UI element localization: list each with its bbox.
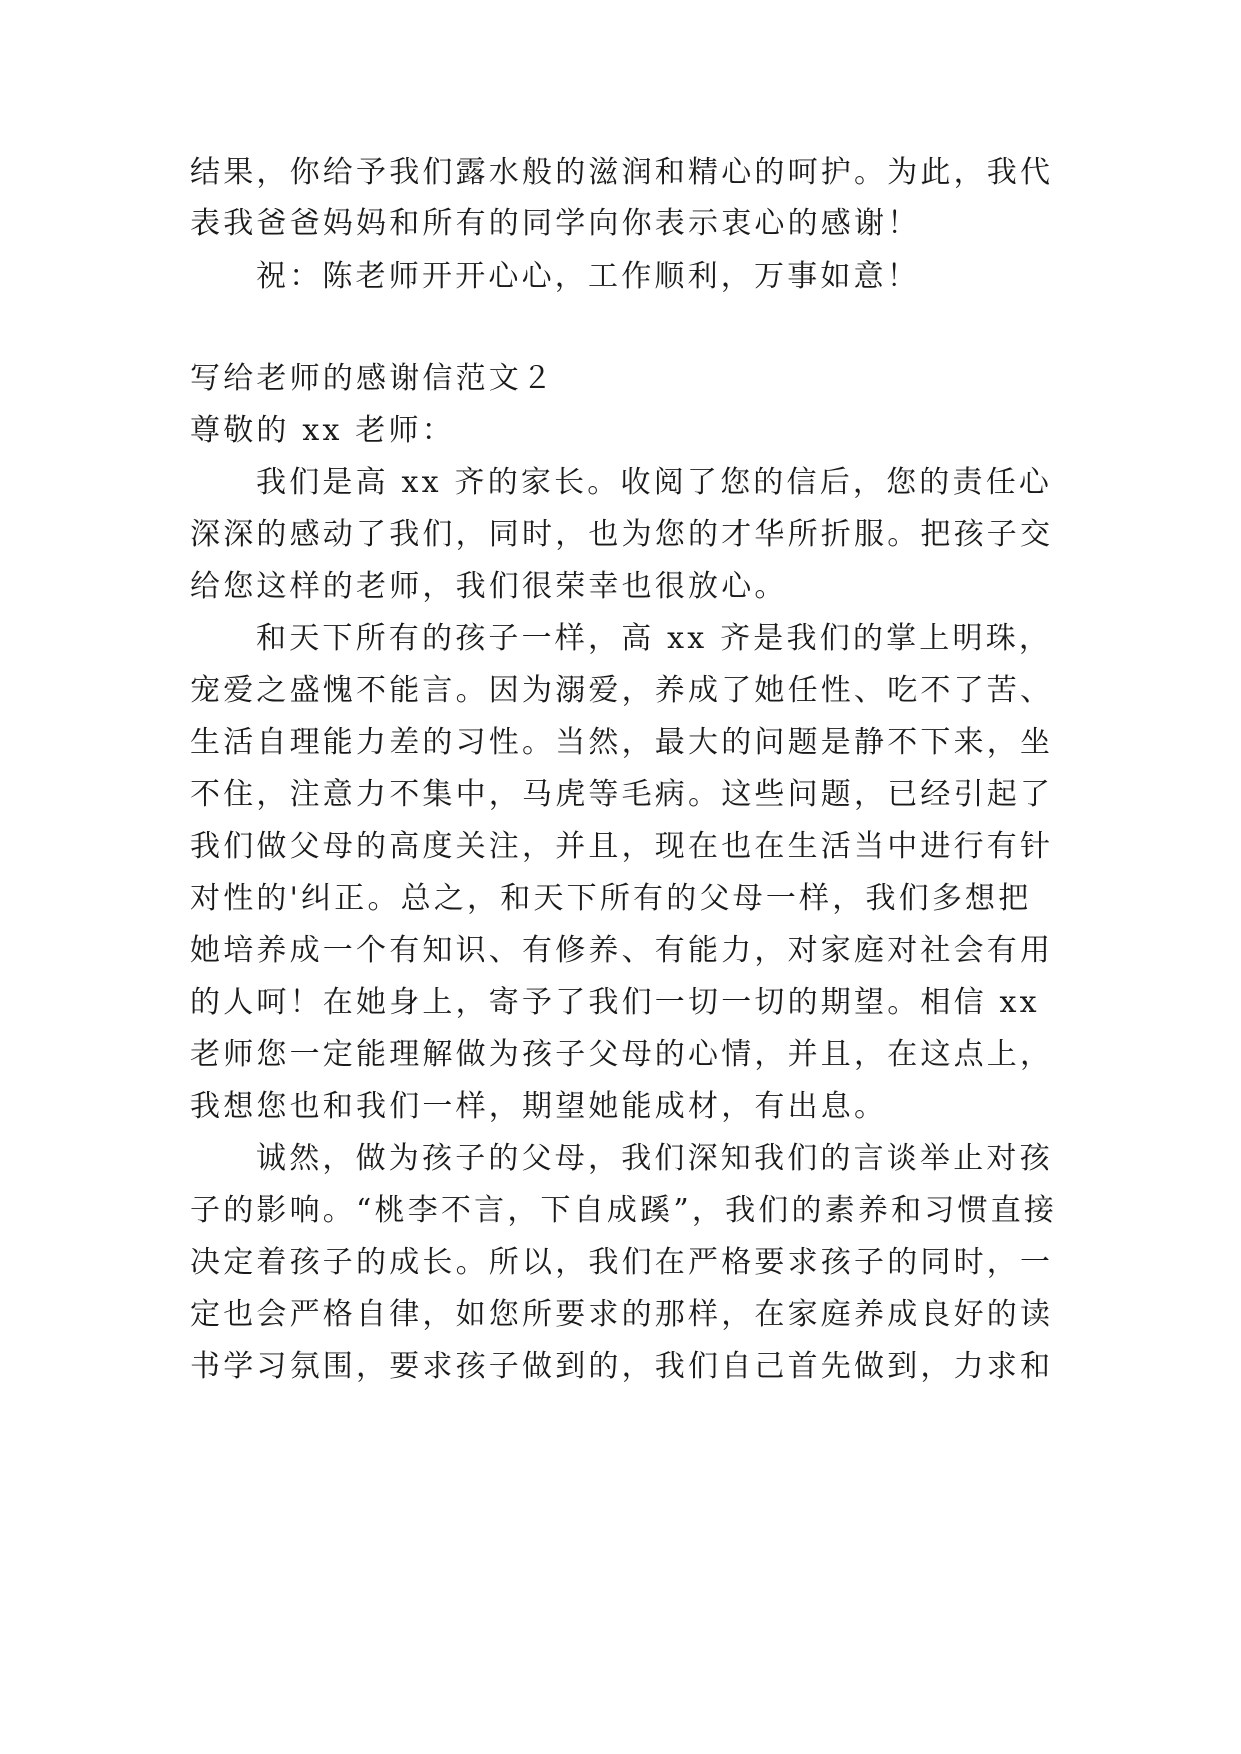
paragraph-line: 生活自理能力差的习性。当然，最大的问题是静不下来，坐 [190, 725, 1054, 760]
paragraph-line: 宠爱之盛愧不能言。因为溺爱，养成了她任性、吃不了苦、 [190, 673, 1054, 708]
paragraph-line: 我们是高 xx 齐的家长。收阅了您的信后，您的责任心 [256, 465, 1053, 500]
closing-wish: 祝：陈老师开开心心，工作顺利，万事如意！ [256, 259, 920, 294]
paragraph-line: 和天下所有的孩子一样，高 xx 齐是我们的掌上明珠， [256, 621, 1053, 656]
paragraph-line: 深深的感动了我们，同时，也为您的才华所折服。把孩子交 [190, 517, 1054, 552]
paragraph-line: 她培养成一个有知识、有修养、有能力，对家庭对社会有用 [190, 933, 1054, 968]
salutation: 尊敬的 xx 老师： [190, 413, 455, 448]
paragraph-line: 决定着孩子的成长。所以，我们在严格要求孩子的同时，一 [190, 1245, 1054, 1280]
paragraph-line: 表我爸爸妈妈和所有的同学向你表示衷心的感谢！ [190, 206, 921, 241]
paragraph-line: 定也会严格自律，如您所要求的那样，在家庭养成良好的读 [190, 1297, 1054, 1332]
section-title: 写给老师的感谢信范文２ [190, 361, 556, 396]
paragraph-line: 不住，注意力不集中，马虎等毛病。这些问题，已经引起了 [190, 777, 1054, 812]
paragraph-line: 书学习氛围，要求孩子做到的，我们自己首先做到，力求和 [190, 1349, 1054, 1384]
paragraph-line: 对性的'纠正。总之，和天下所有的父母一样，我们多想把 [190, 881, 1032, 916]
paragraph-line: 我想您也和我们一样，期望她能成材，有出息。 [190, 1089, 888, 1124]
paragraph-line: 结果，你给予我们露水般的滋润和精心的呵护。为此，我代 [190, 155, 1054, 190]
paragraph-line: 的人呵！在她身上，寄予了我们一切一切的期望。相信 xx [190, 985, 1040, 1020]
paragraph-line: 诚然，做为孩子的父母，我们深知我们的言谈举止对孩 [256, 1141, 1053, 1176]
paragraph-line: 子的影响。“桃李不言，下自成蹊”，我们的素养和习惯直接 [190, 1193, 1058, 1228]
paragraph-line: 给您这样的老师，我们很荣幸也很放心。 [190, 569, 788, 604]
paragraph-line: 老师您一定能理解做为孩子父母的心情，并且，在这点上， [190, 1037, 1054, 1072]
paragraph-line: 我们做父母的高度关注，并且，现在也在生活当中进行有针 [190, 829, 1054, 864]
